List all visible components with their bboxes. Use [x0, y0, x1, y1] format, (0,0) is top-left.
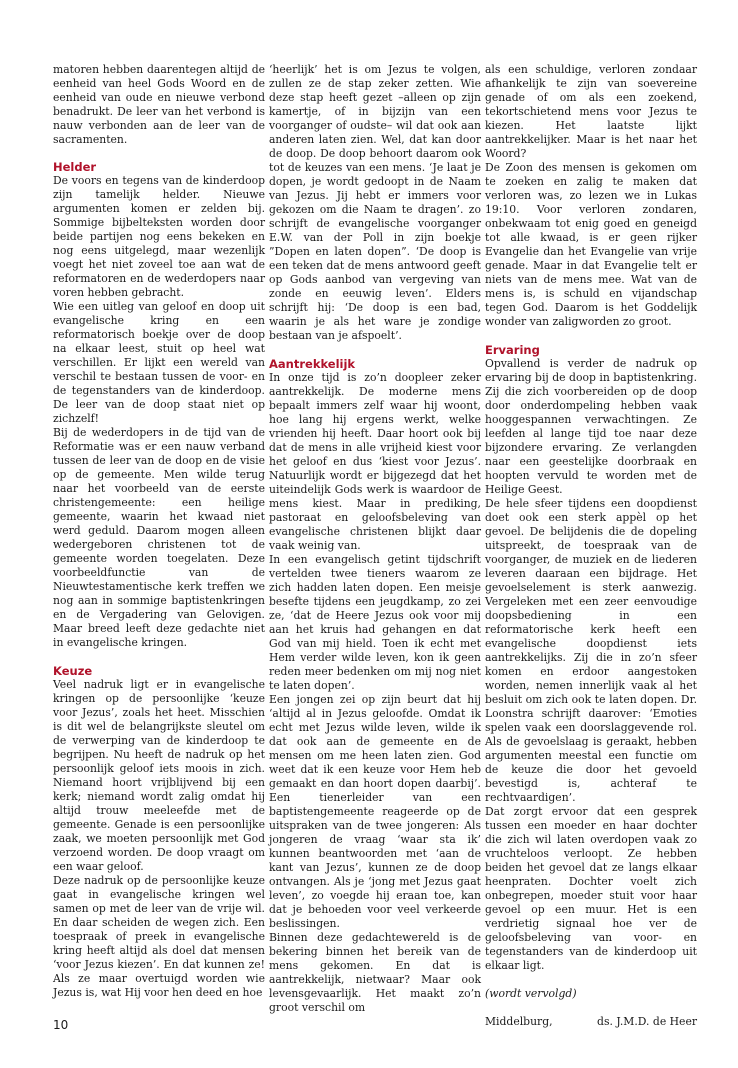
section-heading-keuze: Keuze: [53, 664, 93, 678]
paragraph: De voors en tegens van de kinderdoop zijn tamelijk helder. Nieuwe argumenten komen er zelden bij. Sommige bijbelteksten worden door beide partijen nog eens bekeken en nog eens uitgelegd, maar wezenlijk voegt het niet zoveel toe aan wat de reformatoren en de wederdopers naar voren hebben gebracht.: [53, 174, 265, 299]
paragraph: Veel nadruk ligt er in evangelische kringen op de persoonlijke ‘keuze voor Jezus’, zoals het heet. Misschien is dit wel de belangrijkste sleutel om de verwerping van de kinderdoop te begrijpen. Nu heeft de nadruk op het persoonlijk geloof iets moois in zich. Niemand hoort vrijblijvend bij een kerk; niemand wordt zalig omdat hij altijd trouw meeleefde met de gemeente. Genade is een persoonlijke zaak, we moeten persoonlijk met God verzoend worden. De doop vraagt om een waar geloof.: [53, 678, 265, 873]
paragraph: De Zoon des mensen is gekomen om te zoeken en zalig te maken dat verloren was, zo lezen we in Lukas 19:10. Voor verloren zondaren, onbekwaam tot enig goed en geneigd tot alle kwaad, is er geen rijker Evangelie dan het Evangelie van vrije genade. Maar in dat Evangelie telt er niets van de mens mee. Wat van de mens is, is schuld en vijandschap tegen God. Daarom is het Goddelijk wonder van zaligworden zo groot.: [485, 161, 697, 328]
signature-author: ds. J.M.D. de Heer: [597, 1015, 697, 1028]
section-heading-ervaring: Ervaring: [485, 343, 540, 357]
paragraph: In een evangelisch getint tijdschrift vertelden twee tieners waarom ze zich hadden laten dopen. Een meisje besefte tijdens een jeugdkamp, zo zei ze, ‘dat de Heere Jezus ook voor mij aan het kruis had gehangen en dat God van mij hield. Toen ik echt met Hem verder wilde leven, kon ik geen reden meer bedenken om mij nog niet te laten dopen’.: [269, 553, 481, 692]
text-column-1: [53, 63, 265, 1000]
section-heading-aantrekkelijk: Aantrekkelijk: [269, 357, 356, 371]
paragraph: als een schuldige, verloren zondaar afhankelijk te zijn van soevereine genade of om als een zoekend, tekortschietend mens voor Jezus te kiezen. Het laatste lijkt aantrekkelijker. Maar is het naar het Woord?: [485, 63, 697, 160]
paragraph: Deze nadruk op de persoonlijke keuze gaat in evangelische kringen wel samen op met de leer van de vrije wil. En daar scheiden de wegen zich. Een toespraak of preek in evangelische kring heeft altijd als doel dat mensen ‘voor Jezus kiezen’. En dat kunnen ze! Als ze maar overtuigd worden wie Jezus is, wat Hij voor hen deed en hoe: [53, 874, 265, 999]
text-column-3: [485, 63, 697, 1029]
paragraph: ‘heerlijk’ het is om Jezus te volgen, zullen ze de stap zeker zetten. Wie deze stap heeft gezet –alleen op zijn kamertje, of in bijzijn van een voorganger of oudste– wil dat ook aan anderen laten zien. Wel, dat kan door de doop. De doop behoort daarom ook tot de keuzes van een mens. ‘Je laat je dopen, je wordt gedoopt in de Naam van Jezus. Jij hebt er immers voor gekozen om die Naam te dragen’. zo schrijft de evangelische voorganger E.W. van der Poll in zijn boekje ”Dopen en laten dopen”. ‘De doop is een teken dat de mens antwoord geeft op Gods aanbod van vergeving van zonde en eeuwig leven’. Elders schrijft hij: ‘De doop is een bad, waarin je als het ware je zondige bestaan van je afspoelt’.: [269, 63, 481, 342]
paragraph: Opvallend is verder de nadruk op ervaring bij de doop in baptistenkring. Zij die zich voorbereiden op de doop door onderdompeling hebben vaak hooggespannen verwachtingen. Ze leefden al lange tijd toe naar deze bijzondere ervaring. Ze verlangden naar een geestelijke doorbraak en hoopten vervuld te worden met de Heilige Geest.: [485, 357, 697, 496]
paragraph: Een jongen zei op zijn beurt dat hij ‘altijd al in Jezus geloofde. Omdat ik echt met Jezus wilde leven, wilde ik dat ook aan de gemeente en de mensen om me heen laten zien. God weet dat ik een keuze voor Hem heb gemaakt en dan hoort dopen daarbij’. Een tienerleider van een baptistengemeente reageerde op de uitspraken van de twee jongeren: Als jongeren de vraag ‘waar sta ik’ kunnen beantwoorden met ‘aan de kant van Jezus’, kunnen ze de doop ontvangen. Als je ‘jong met Jezus gaat leven’, zo voegde hij eraan toe, kan dat je behoeden voor veel verkeerde beslissingen.: [269, 693, 481, 930]
page-number: 10: [53, 1018, 69, 1032]
signature-place: Middelburg,: [485, 1015, 553, 1028]
paragraph: De hele sfeer tijdens een doopdienst doet ook een sterk appèl op het gevoel. De belijdenis die de dopeling uitspreekt, de toespraak van de voorganger, de muziek en de liederen leveren daaraan een bijdrage. Het gevoelselement is sterk aanwezig. Vergeleken met een zeer eenvoudige doopsbediening in een reformatorische kerk heeft een evangelische doopdienst iets aantrekkelijks. Zij die in zo’n sfeer komen en erdoor aangestoken worden, nemen innerlijk vaak al het besluit om zich ook te laten dopen. Dr. Loonstra schrijft daarover: ‘Emoties spelen vaak een doorslaggevende rol. Als de gevoelslaag is geraakt, hebben argumenten meestal een functie om de keuze die door het gevoeld bevestigd is, achteraf te rechtvaardigen’.: [485, 497, 697, 804]
paragraph: In onze tijd is zo’n doopleer zeker aantrekkelijk. De moderne mens bepaalt immers zelf waar hij woont, hoe lang hij ergens werkt, welke vrienden hij heeft. Daar hoort ook bij dat de mens in alle vrijheid kiest voor het geloof en dus ‘kiest voor Jezus’. Natuurlijk wordt er bijgezegd dat het uiteindelijk Gods werk is waardoor de mens kiest. Maar in prediking, pastoraat en geloofsbeleving van evangelische christenen blijkt daar vaak weinig van.: [269, 371, 481, 552]
paragraph: Dat zorgt ervoor dat een gesprek tussen een moeder en haar dochter die zich wil laten overdopen vaak zo vruchteloos verloopt. Ze hebben beiden het gevoel dat ze langs elkaar heenpraten. Dochter voelt zich onbegrepen, moeder stuit voor haar gevoel op een muur. Het is een verdrietig signaal hoe ver de geloofsbeleving van voor- en tegenstanders van de kinderdoop uit elkaar ligt.: [485, 805, 697, 972]
paragraph: Bij de wederdopers in de tijd van de Reformatie was er een nauw verband tussen de leer van de doop en de visie op de gemeente. Men wilde terug naar het voorbeeld van de eerste christengemeente: een heilige gemeente, waarin het kwaad niet werd geduld. Daarom mogen alleen wedergeboren christenen tot de gemeente worden toegelaten. Deze voorbeeldfunctie van de Nieuwtestamentische kerk treffen we nog aan in sommige baptistenkringen en de Vergadering van Gelovigen. Maar breed leeft deze gedachte niet in evangelische kringen.: [53, 426, 265, 649]
section-heading-helder: Helder: [53, 160, 97, 174]
paragraph: matoren hebben daarentegen altijd de eenheid van heel Gods Woord en de eenheid van oude en nieuwe verbond benadrukt. De leer van het verbond is nauw verbonden aan de leer van de sacramenten.: [53, 63, 265, 146]
paragraph: Wie een uitleg van geloof en doop uit evangelische kring en een reformatorisch boekje over de doop na elkaar leest, stuit op heel wat verschillen. Er lijkt een wereld van verschil te bestaan tussen de voor- en de tegenstanders van de kinderdoop. De leer van de doop staat niet op zichzelf!: [53, 300, 265, 425]
paragraph: Binnen deze gedachtewereld is de bekering binnen het bereik van de mens gekomen. En dat is aantrekkelijk, nietwaar? Maar ook levensgevaarlijk. Het maakt zo’n groot verschil om: [269, 931, 481, 1014]
signature-line: [485, 1015, 697, 1029]
text-column-2: [269, 63, 481, 1015]
to-be-continued-note: (wordt vervolgd): [485, 987, 577, 1000]
